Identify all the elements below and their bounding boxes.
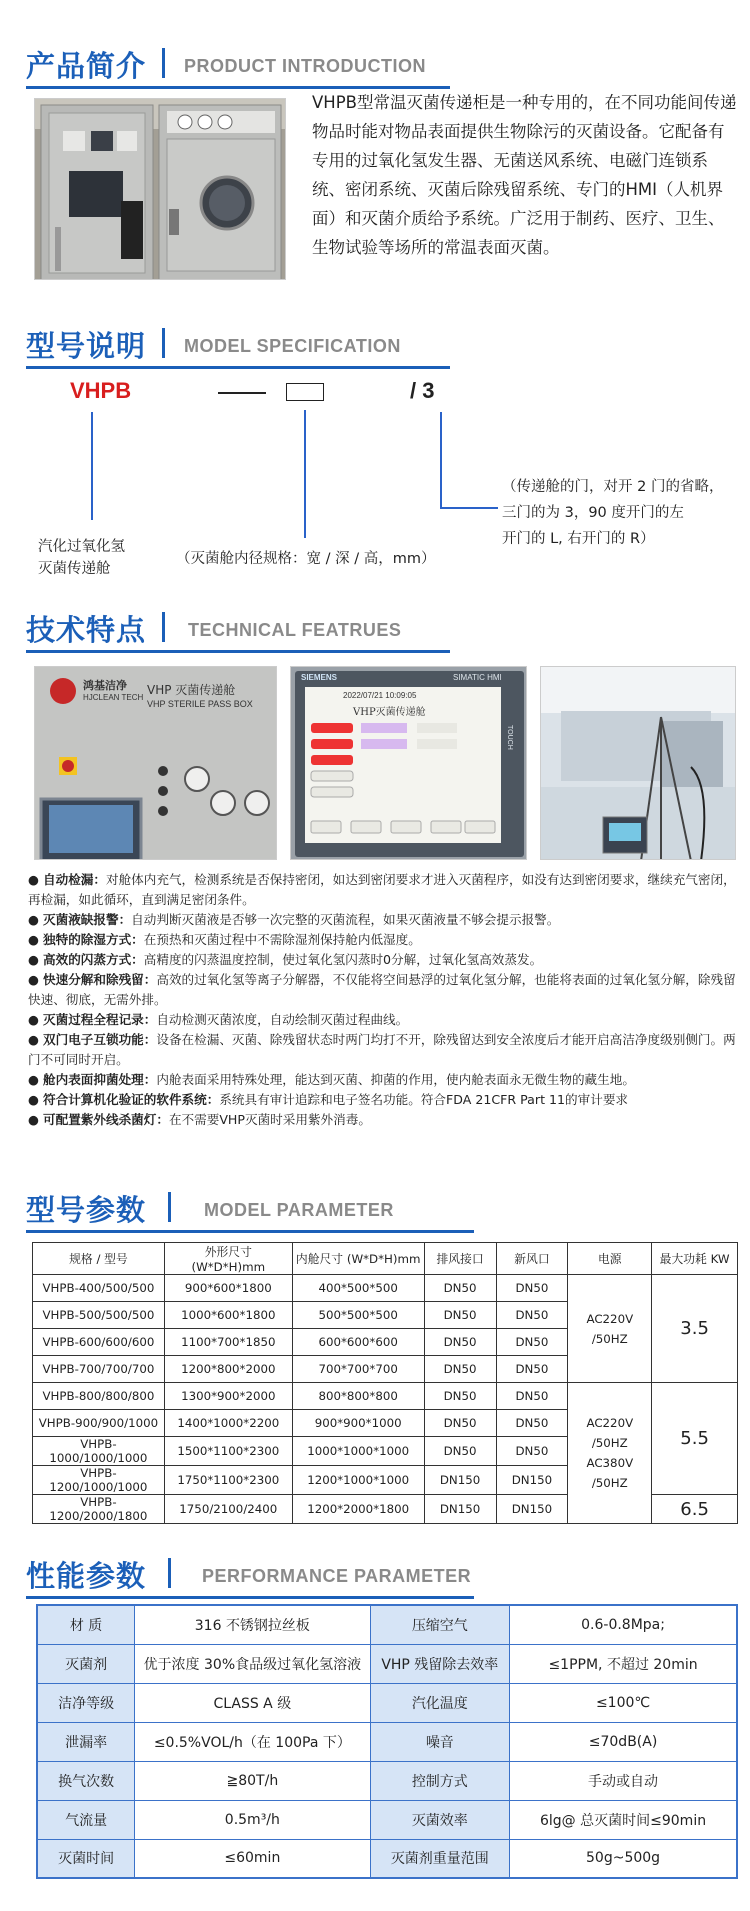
perf-value: CLASS A 级 <box>135 1683 370 1722</box>
feature-text: 内舱表面采用特殊处理，能达到灭菌、抑菌的作用，使内舱表面永无微生物的藏生地。 <box>156 1072 635 1087</box>
table-cell: 1000*1000*1000 <box>292 1437 424 1466</box>
siemens-logo: SIEMENS <box>301 673 338 682</box>
table-header: 规格 / 型号 <box>33 1243 165 1275</box>
table-cell: 1400*1000*2200 <box>164 1410 292 1437</box>
table-cell: 400*500*500 <box>292 1275 424 1302</box>
perf-value: 手动或自动 <box>510 1761 737 1800</box>
table-cell: DN50 <box>424 1329 496 1356</box>
spec-label-type: 汽化过氧化氢 灭菌传递舱 <box>38 539 125 577</box>
perf-label: 气流量 <box>37 1800 135 1839</box>
feature-item: ● 独特的除湿方式：在预热和灭菌过程中不需除湿剂保持舱内低湿度。 <box>28 932 421 947</box>
control-panel-photo <box>34 666 277 860</box>
perf-value: 0.5m³/h <box>135 1800 370 1839</box>
feature-title: 高效的闪蒸方式： <box>43 952 144 967</box>
table-cell: DN150 <box>424 1466 496 1495</box>
table-cell: DN50 <box>496 1302 568 1329</box>
perf-label: 泄漏率 <box>37 1722 135 1761</box>
table-cell: DN150 <box>496 1466 568 1495</box>
table-cell: 1000*600*1800 <box>164 1302 292 1329</box>
perf-value: ≤1PPM, 不超过 20min <box>510 1644 737 1683</box>
table-row <box>37 1800 737 1839</box>
feature-item: ● 快速分解和除残留：高效的过氧化氢等离子分解器，不仅能将空间悬浮的过氧化氢分解，也能将表面的过氧化氢分解，除残留快速、彻底，无需外排。 <box>28 972 736 1007</box>
table-cell: VHPB-600/600/600 <box>33 1329 165 1356</box>
perf-label: 控制方式 <box>370 1761 510 1800</box>
table-header: 新风口 <box>496 1243 568 1275</box>
feature-item: ● 双门电子互锁功能：设备在检漏、灭菌、除残留状态时两门均打不开，除残留达到安全浓度后才能开启高洁净度级别侧门。两门不可同时开启。 <box>28 1032 736 1067</box>
table-header: 外形尺寸 (W*D*H)mm <box>164 1243 292 1275</box>
perf-label: 灭菌效率 <box>370 1800 510 1839</box>
table-cell: DN50 <box>496 1275 568 1302</box>
table-cell: DN50 <box>424 1275 496 1302</box>
table-row <box>37 1683 737 1722</box>
perf-value: 50g~500g <box>510 1839 737 1878</box>
underline <box>26 650 450 653</box>
perf-label: 压缩空气 <box>370 1605 510 1644</box>
hmi-label: SIMATIC HMI <box>453 673 502 682</box>
table-header: 排风接口 <box>424 1243 496 1275</box>
connector-line <box>304 410 306 538</box>
power-cell: AC220V /50HZ AC380V /50HZ <box>568 1383 652 1524</box>
kw-cell: 6.5 <box>652 1495 738 1524</box>
table-row <box>33 1383 738 1410</box>
feature-title: 自动检漏： <box>43 872 106 887</box>
table-header: 电源 <box>568 1243 652 1275</box>
model-param-table <box>32 1242 738 1524</box>
table-cell: VHPB-800/800/800 <box>33 1383 165 1410</box>
perf-label: 材 质 <box>37 1605 135 1644</box>
section-title-zh: 型号说明 <box>26 329 147 363</box>
perf-value: ≤60min <box>135 1839 370 1878</box>
table-header-row <box>33 1243 738 1275</box>
section-title-zh: 型号参数 <box>26 1193 147 1227</box>
table-cell: DN150 <box>496 1495 568 1524</box>
table-cell: 700*700*700 <box>292 1356 424 1383</box>
table-row <box>33 1275 738 1302</box>
table-cell: 1200*2000*1800 <box>292 1495 424 1524</box>
spec-suffix: / 3 <box>410 378 435 403</box>
touch-label: TOUCH <box>506 725 513 750</box>
table-cell: 900*600*1800 <box>164 1275 292 1302</box>
perf-value: 6lg@ 总灭菌时间≤90min <box>510 1800 737 1839</box>
table-cell: DN50 <box>496 1356 568 1383</box>
table-row <box>37 1839 737 1878</box>
feature-text: 高效的过氧化氢等离子分解器，不仅能将空间悬浮的过氧化氢分解，也能将表面的过氧化氢分解，除残留快速、彻底，无需外排。 <box>28 972 736 1007</box>
perf-label: 灭菌剂重量范围 <box>370 1839 510 1878</box>
hmi-photo <box>290 666 527 860</box>
underline <box>26 366 450 369</box>
spec-label-size: （灭菌舱内径规格：宽 / 深 / 高，mm） <box>176 551 436 567</box>
feature-text: 高精度的闪蒸温度控制，使过氧化氢闪蒸时0分解，过氧化氢高效蒸发。 <box>143 952 543 967</box>
model-param-header <box>0 1182 750 1242</box>
feature-title: 独特的除湿方式： <box>43 932 144 947</box>
table-cell: VHPB-900/900/1000 <box>33 1410 165 1437</box>
section-title-en: PRODUCT INTRODUCTION <box>184 56 426 76</box>
hmi-datetime: 2022/07/21 10:09:05 <box>343 691 417 700</box>
table-cell: 1750/2100/2400 <box>164 1495 292 1524</box>
connector-line <box>440 412 442 508</box>
feature-text: 系统具有审计追踪和电子签名功能。符合FDA 21CFR Part 11的审计要求 <box>219 1092 629 1107</box>
feature-item: ● 舱内表面抑菌处理：内舱表面采用特殊处理，能达到灭菌、抑菌的作用，使内舱表面永无微生物的藏生地。 <box>28 1072 635 1087</box>
hmi-screen <box>305 687 501 843</box>
section-title-en: TECHNICAL FEATRUES <box>188 620 402 640</box>
table-cell: 1200*1000*1000 <box>292 1466 424 1495</box>
table-row <box>37 1761 737 1800</box>
feature-title: 双门电子互锁功能： <box>43 1032 157 1047</box>
table-cell: 500*500*500 <box>292 1302 424 1329</box>
performance-table <box>36 1604 738 1879</box>
perf-value: ≤0.5%VOL/h（在 100Pa 下） <box>135 1722 370 1761</box>
table-cell: VHPB-1000/1000/1000 <box>33 1437 165 1466</box>
feature-title: 可配置紫外线杀菌灯： <box>43 1112 169 1127</box>
spec-code: VHPB <box>70 378 132 403</box>
brand-en: HJCLEAN TECH <box>83 693 144 702</box>
kw-cell: 3.5 <box>652 1275 738 1383</box>
perf-label: 换气次数 <box>37 1761 135 1800</box>
connector-line <box>440 507 498 509</box>
divider <box>168 1558 171 1588</box>
emergency-stop <box>62 760 74 772</box>
kw-cell: 5.5 <box>652 1383 738 1495</box>
divider <box>162 328 165 358</box>
table-cell: 1100*700*1850 <box>164 1329 292 1356</box>
feature-title: 灭菌过程全程记录： <box>43 1012 157 1027</box>
table-cell: 900*900*1000 <box>292 1410 424 1437</box>
table-cell: DN150 <box>424 1495 496 1524</box>
intro-text: VHPB型常温灭菌传递柜是一种专用的，在不同功能间传递物品时能对物品表面提供生物除污的灭菌设备。它配备有专用的过氧化氢发生器、无菌送风系统、电磁门连锁系统、密闭系统、灭菌后除残留系统、专门的HMI（人机界面）和灭菌介质给予系统。广泛用于制药、医疗、卫生、生物试验等场所的常温表面灭菌。 <box>312 93 737 257</box>
product-photo <box>34 98 286 280</box>
feature-item: ● 符合计算机化验证的软件系统：系统具有审计追踪和电子签名功能。符合FDA 21CFR Part 11的审计要求 <box>28 1092 629 1107</box>
table-cell: DN50 <box>496 1383 568 1410</box>
section-title-zh: 技术特点 <box>26 613 147 647</box>
spec-label-doors: （传递舱的门，对开 2 门的省略， 三门的为 3，90 度开门的左 开门的 L, 右开门的 R） <box>502 479 724 547</box>
model-spec-header <box>0 318 750 378</box>
table-cell: DN50 <box>424 1302 496 1329</box>
table-cell: 800*800*800 <box>292 1383 424 1410</box>
spec-dash <box>218 392 266 394</box>
table-row <box>37 1722 737 1761</box>
perf-label: 噪音 <box>370 1722 510 1761</box>
section-title-en: PERFORMANCE PARAMETER <box>202 1566 472 1586</box>
table-header: 内舱尺寸 (W*D*H)mm <box>292 1243 424 1275</box>
table-cell: DN50 <box>496 1329 568 1356</box>
feature-title: 灭菌液缺报警： <box>43 912 132 927</box>
panel-label: VHP 灭菌传递舱 <box>147 683 236 697</box>
feature-text: 设备在检漏、灭菌、除残留状态时两门均打不开，除残留达到安全浓度后才能开启高洁净度级别侧门。两门不可同时开启。 <box>28 1032 736 1067</box>
table-cell: VHPB-500/500/500 <box>33 1302 165 1329</box>
feature-item: ● 高效的闪蒸方式：高精度的闪蒸温度控制，使过氧化氢闪蒸时0分解，过氧化氢高效蒸发。 <box>28 952 543 967</box>
feature-item: ● 灭菌过程全程记录：自动检测灭菌浓度，自动绘制灭菌过程曲线。 <box>28 1012 409 1027</box>
perf-value: 优于浓度 30%食品级过氧化氢溶液 <box>135 1644 370 1683</box>
table-cell: 600*600*600 <box>292 1329 424 1356</box>
feature-title: 舱内表面抑菌处理： <box>43 1072 157 1087</box>
feature-text: 在预热和灭菌过程中不需除湿剂保持舱内低湿度。 <box>143 932 421 947</box>
table-cell: 1300*900*2000 <box>164 1383 292 1410</box>
divider <box>162 612 165 642</box>
perf-label: 汽化温度 <box>370 1683 510 1722</box>
feature-text: 自动判断灭菌液是否够一次完整的灭菌流程，如果灭菌液量不够会提示报警。 <box>131 912 560 927</box>
table-cell: DN50 <box>424 1383 496 1410</box>
feature-text: 自动检测灭菌浓度，自动绘制灭菌过程曲线。 <box>156 1012 409 1027</box>
table-cell: DN50 <box>424 1410 496 1437</box>
spec-box <box>286 383 324 401</box>
brand-name: 鸿基洁净 <box>83 679 127 692</box>
table-cell: DN50 <box>424 1437 496 1466</box>
table-cell: 1200*800*2000 <box>164 1356 292 1383</box>
feature-item: ● 可配置紫外线杀菌灯：在不需要VHP灭菌时采用紫外消毒。 <box>28 1112 371 1127</box>
perf-header <box>0 1548 750 1608</box>
perf-label: 灭菌剂 <box>37 1644 135 1683</box>
feature-list <box>28 870 738 1130</box>
feature-item: ● 自动检漏：对舱体内充气，检测系统是否保持密闭，如达到密闭要求才进入灭菌程序，如没有达到密闭要求，继续充气密闭，再检漏，如此循环，直到满足密闭条件。 <box>28 872 736 907</box>
table-cell: VHPB-1200/1000/1000 <box>33 1466 165 1495</box>
perf-value: 316 不锈钢拉丝板 <box>135 1605 370 1644</box>
section-title-zh: 性能参数 <box>26 1559 147 1593</box>
table-row <box>37 1605 737 1644</box>
connector-line <box>91 412 93 520</box>
cleanroom-photo <box>540 666 736 860</box>
perf-label: VHP 残留除去效率 <box>370 1644 510 1683</box>
hmi-title: VHP灭菌传递舱 <box>353 707 426 718</box>
feature-title: 符合计算机化验证的软件系统： <box>43 1092 220 1107</box>
table-cell: 1500*1100*2300 <box>164 1437 292 1466</box>
table-header: 最大功耗 KW <box>652 1243 738 1275</box>
power-cell: AC220V /50HZ <box>568 1275 652 1383</box>
perf-value: ≧80T/h <box>135 1761 370 1800</box>
section-title-en: MODEL PARAMETER <box>204 1200 394 1220</box>
feature-item: ● 灭菌液缺报警：自动判断灭菌液是否够一次完整的灭菌流程，如果灭菌液量不够会提示报警。 <box>28 912 560 927</box>
divider <box>168 1192 171 1222</box>
section-title-zh: 产品简介 <box>26 49 147 83</box>
feature-text: 对舱体内充气，检测系统是否保持密闭，如达到密闭要求才进入灭菌程序，如没有达到密闭要求，继续充气密闭，再检漏，如此循环，直到满足密闭条件。 <box>28 872 736 907</box>
underline <box>26 1596 474 1599</box>
table-cell: VHPB-400/500/500 <box>33 1275 165 1302</box>
perf-value: ≤100℃ <box>510 1683 737 1722</box>
features-header <box>0 602 750 662</box>
section-title-en: MODEL SPECIFICATION <box>184 336 401 356</box>
table-cell: 1750*1100*2300 <box>164 1466 292 1495</box>
product-photo-illustration <box>35 99 286 280</box>
panel-label-en: VHP STERILE PASS BOX <box>147 699 253 709</box>
feature-text: 在不需要VHP灭菌时采用紫外消毒。 <box>168 1112 371 1127</box>
feature-title: 快速分解和除残留： <box>43 972 157 987</box>
table-cell: VHPB-700/700/700 <box>33 1356 165 1383</box>
perf-label: 灭菌时间 <box>37 1839 135 1878</box>
perf-value: ≤70dB(A) <box>510 1722 737 1761</box>
table-cell: DN50 <box>424 1356 496 1383</box>
perf-label: 洁净等级 <box>37 1683 135 1722</box>
underline <box>26 1230 474 1233</box>
table-cell: DN50 <box>496 1410 568 1437</box>
table-cell: VHPB-1200/2000/1800 <box>33 1495 165 1524</box>
perf-value: 0.6-0.8Mpa; <box>510 1605 737 1644</box>
divider <box>162 48 165 78</box>
table-cell: DN50 <box>496 1437 568 1466</box>
table-row <box>37 1644 737 1683</box>
